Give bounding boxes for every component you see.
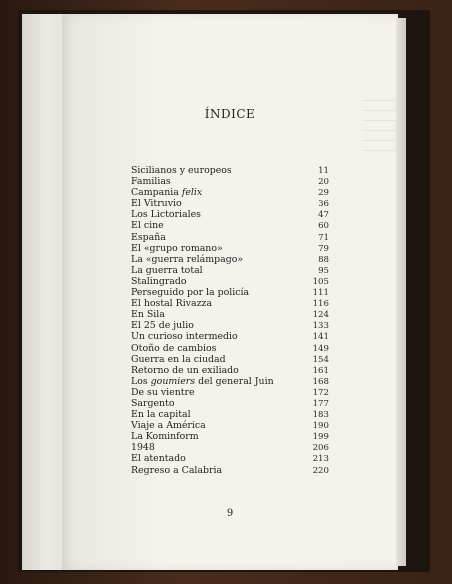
toc-entry-title: La «guerra relámpago» [131, 253, 244, 265]
toc-entry [131, 343, 329, 354]
toc-entry-page: 177 [312, 398, 329, 409]
toc-entry-page: 60 [318, 221, 329, 232]
toc-entry-title: El «grupo romano» [131, 242, 223, 254]
toc-entry [131, 409, 329, 420]
toc-entry [131, 365, 329, 376]
toc-entry [131, 265, 329, 276]
toc-entry-title: Sargento [131, 397, 175, 409]
toc-entry-title: España [131, 231, 166, 243]
page-number: 9 [226, 508, 234, 519]
toc-entry-page: 47 [318, 210, 329, 221]
toc-entry-page: 20 [318, 177, 329, 188]
toc-entry [131, 220, 329, 231]
toc-entry-page: 133 [312, 321, 329, 332]
toc-entry [131, 176, 329, 187]
toc-entry [131, 398, 329, 409]
toc-entry-page: 172 [312, 387, 329, 398]
toc-entry-page: 154 [312, 354, 329, 365]
toc-entry-page: 71 [318, 232, 329, 243]
toc-entry-title: Sicilianos y europeos [131, 165, 232, 176]
toc-entry-title: Perseguido por la policía [131, 287, 250, 299]
toc-entry-title: Otoño de cambios [131, 342, 217, 354]
toc-entry [131, 232, 329, 243]
toc-entry-title: En la capital [131, 409, 191, 421]
page-title: ÍNDICE [204, 107, 256, 121]
toc-entry-title: La guerra total [131, 264, 203, 276]
toc-entry [131, 309, 329, 320]
toc-entry-title: Viaje a América [131, 420, 206, 432]
toc-entry-title: La Kominform [131, 431, 199, 443]
toc-entry-title: El cine [131, 220, 164, 232]
toc-entry [131, 165, 329, 176]
toc-entry [131, 254, 329, 265]
toc-entry-title: El Vitruvio [131, 198, 182, 210]
toc-entry [131, 276, 329, 287]
toc-entry-page: 124 [312, 310, 329, 321]
toc-entry-page: 116 [312, 299, 329, 310]
table-of-contents [131, 165, 329, 476]
toc-entry-page: 168 [312, 376, 329, 387]
toc-entry-page: 149 [312, 343, 329, 354]
toc-entry [131, 287, 329, 298]
toc-entry [131, 298, 329, 309]
toc-entry [131, 320, 329, 331]
toc-entry-title: Campania felix [131, 187, 203, 199]
toc-entry-page: 213 [312, 454, 329, 465]
toc-entry [131, 431, 329, 442]
toc-entry [131, 465, 329, 476]
toc-entry-title: Un curioso intermedio [131, 331, 238, 343]
toc-entry [131, 376, 329, 387]
toc-entry-title: Familias [131, 176, 171, 188]
toc-entry-page: 95 [318, 265, 329, 276]
toc-entry-title: Los Lictoriales [131, 209, 201, 221]
toc-entry-title: Regreso a Calabria [131, 464, 223, 476]
toc-entry-title: 1948 [131, 442, 155, 454]
toc-entry-page: 36 [318, 199, 329, 210]
toc-entry-title: En Sila [131, 309, 165, 321]
toc-entry-title: El 25 de julio [131, 320, 194, 332]
toc-entry [131, 209, 329, 220]
toc-entry-page: 206 [312, 443, 329, 454]
toc-entry-title: Retorno de un exiliado [131, 364, 239, 376]
toc-entry-title: El hostal Rivazza [131, 298, 213, 310]
toc-entry [131, 354, 329, 365]
toc-entry-page: 183 [312, 410, 329, 421]
toc-entry-page: 11 [318, 166, 329, 176]
toc-entry-page: 88 [318, 254, 329, 265]
toc-entry [131, 387, 329, 398]
toc-entry-page: 161 [312, 365, 329, 376]
toc-entry [131, 420, 329, 431]
toc-entry-title: De su vientre [131, 386, 195, 398]
toc-entry-page: 199 [312, 432, 329, 443]
toc-entry-page: 111 [312, 288, 329, 299]
toc-entry [131, 198, 329, 209]
toc-entry-title: Stalingrado [131, 275, 187, 287]
toc-entry-title: Guerra en la ciudad [131, 353, 226, 365]
toc-entry-page: 105 [312, 276, 329, 287]
page-stack-edge [396, 18, 406, 566]
toc-entry [131, 442, 329, 453]
left-page [22, 14, 64, 570]
toc-entry [131, 453, 329, 464]
toc-entry-title: El atentado [131, 453, 186, 465]
toc-entry-title: Los goumiers del general Juin [131, 375, 274, 387]
toc-entry [131, 187, 329, 198]
toc-entry-page: 220 [312, 465, 329, 476]
toc-entry-page: 29 [318, 188, 329, 199]
toc-entry-page: 141 [312, 332, 329, 343]
toc-entry-page: 190 [312, 421, 329, 432]
toc-entry [131, 243, 329, 254]
toc-entry-page: 79 [318, 243, 329, 254]
toc-entry [131, 331, 329, 342]
